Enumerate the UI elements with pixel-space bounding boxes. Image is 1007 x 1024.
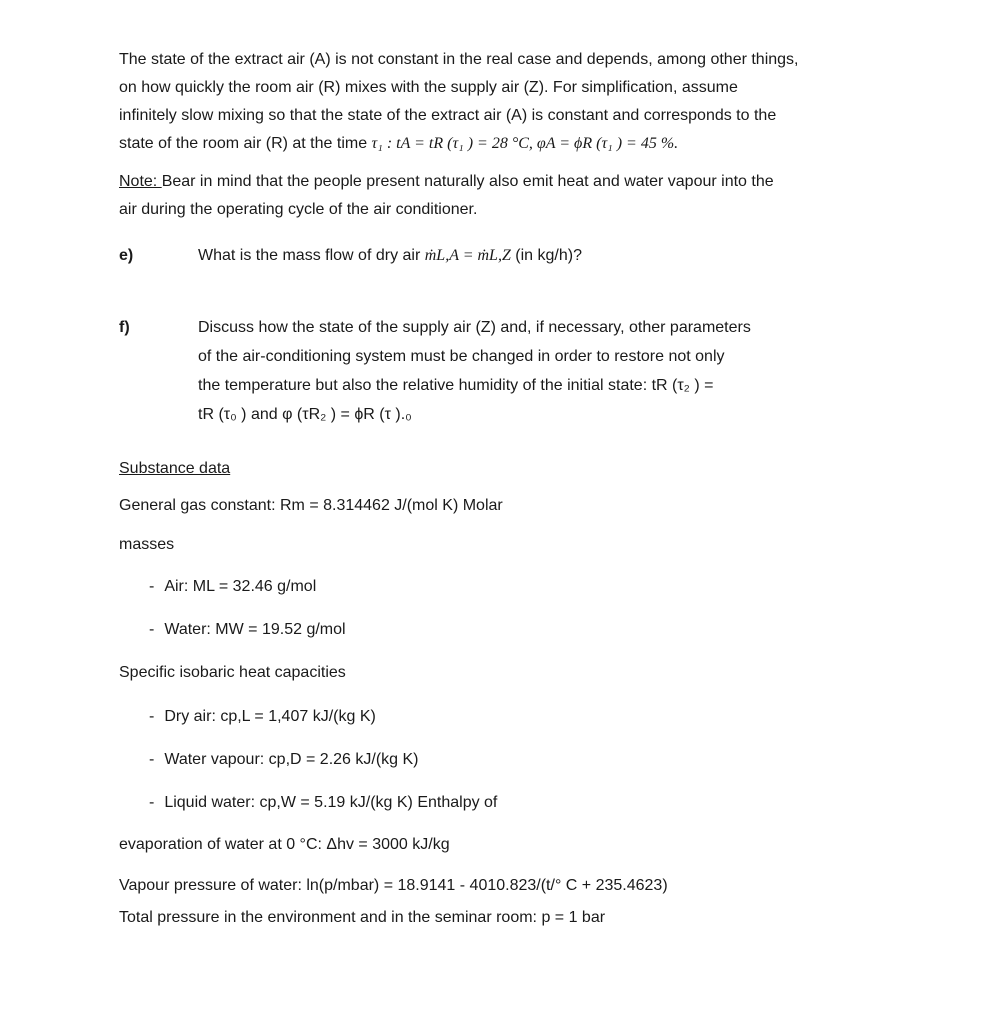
liquid-water-heat-capacity: Liquid water: cp,W = 5.19 kJ/(kg K) Enthalpy of — [164, 794, 498, 811]
water-vapour-heat-capacity: Water vapour: cp,D = 2.26 kJ/(kg K) — [164, 751, 419, 768]
question-f-label: f) — [119, 319, 130, 336]
gas-constant: General gas constant: Rm = 8.314462 J/(mol K) Molar — [119, 497, 503, 514]
intro-line-2: on how quickly the room air (R) mixes with the supply air (Z). For simplification, assume — [119, 79, 738, 96]
bullet-water — [149, 620, 346, 640]
note-text-1: Bear in mind that the people present naturally also emit heat and water vapour into the — [161, 173, 774, 190]
question-e-suffix: (in kg/h)? — [515, 247, 582, 264]
substance-heading: Substance data — [119, 460, 231, 477]
question-e-text — [198, 246, 582, 266]
dry-air-heat-capacity: Dry air: cp,L = 1,407 kJ/(kg K) — [164, 708, 376, 725]
bullet-dash: - — [149, 708, 155, 725]
question-e-label: e) — [119, 247, 134, 264]
water-molar-mass: Water: MW = 19.52 g/mol — [164, 621, 346, 638]
bullet-air — [149, 577, 316, 597]
intro-line-4 — [119, 134, 678, 154]
masses-label: masses — [119, 536, 175, 553]
intro-line-3: infinitely slow mixing so that the state of the extract air (A) is constant and corresponds to the — [119, 107, 777, 124]
question-e-prompt: What is the mass flow of dry air — [198, 247, 421, 264]
air-molar-mass: Air: ML = 32.46 g/mol — [164, 578, 317, 595]
question-f-line-4: tR (τ₀ ) and φ (τR₂ ) = ϕR (τ ).₀ — [198, 406, 412, 423]
note-label: Note: — [119, 173, 162, 190]
vapour-pressure: Vapour pressure of water: ln(p/mbar) = 18.9141 - 4010.823/(t/° C + 235.4623) — [119, 877, 668, 894]
question-e-math: ṁL,A = ṁL,Z — [424, 247, 511, 264]
question-f-line-3: the temperature but also the relative humidity of the initial state: tR (τ₂ ) = — [198, 377, 714, 394]
intro-line-4-math: τ₁ : tA = tR (τ₁ ) = 28 °C, φA = ϕR (τ₁ ) = 45 %. — [371, 135, 679, 152]
bullet-water-vapour — [149, 750, 419, 770]
bullet-dash: - — [149, 794, 155, 811]
bullet-dash: - — [149, 578, 155, 595]
bullet-dash: - — [149, 751, 155, 768]
total-pressure: Total pressure in the environment and in the seminar room: p = 1 bar — [119, 909, 606, 926]
question-f-line-1: Discuss how the state of the supply air (Z) and, if necessary, other parameters — [198, 319, 751, 336]
heat-capacities-heading: Specific isobaric heat capacities — [119, 664, 346, 681]
bullet-liquid-water — [149, 793, 497, 813]
evaporation-enthalpy: evaporation of water at 0 °C: Δhv = 3000 kJ/kg — [119, 836, 450, 853]
note-line-2: air during the operating cycle of the air conditioner. — [119, 201, 478, 218]
bullet-dry-air — [149, 707, 376, 727]
intro-line-1: The state of the extract air (A) is not constant in the real case and depends, among other things, — [119, 51, 799, 68]
note-line-1 — [119, 172, 774, 192]
intro-line-4-text: state of the room air (R) at the time — [119, 135, 368, 152]
bullet-dash: - — [149, 621, 155, 638]
question-f-line-2: of the air-conditioning system must be changed in order to restore not only — [198, 348, 725, 365]
